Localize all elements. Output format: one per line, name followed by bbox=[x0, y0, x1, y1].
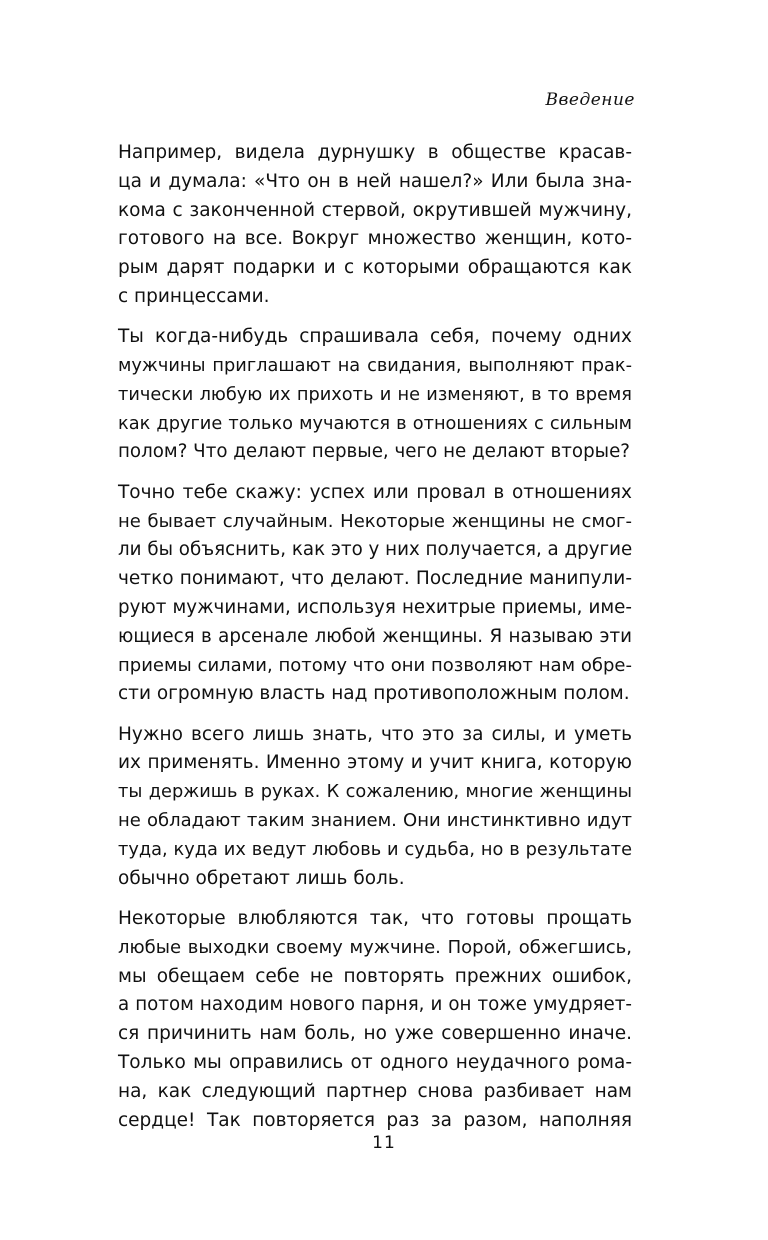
body-text bbox=[118, 139, 632, 1135]
text-line: Например, видела дурнушку в обществе красав- bbox=[118, 142, 632, 163]
text-line: с принцессами. bbox=[118, 285, 270, 307]
text-line: тически любую их прихоть и не изменяют, в то время bbox=[118, 384, 632, 405]
text-line: Только мы оправились от одного неудачного рома- bbox=[118, 1051, 632, 1073]
text-line: Нужно всего лишь знать, что это за силы, и уметь bbox=[118, 723, 632, 745]
text-line: как другие только мучаются в отношениях с сильным bbox=[118, 413, 632, 434]
text-line: Некоторые влюбляются так, что готовы прощать bbox=[118, 907, 632, 929]
text-line: кома с законченной стервой, окрутившей мужчину, bbox=[118, 199, 632, 221]
paragraph-4 bbox=[118, 721, 632, 894]
text-line: на, как следующий партнер снова разбивает нам bbox=[118, 1080, 632, 1102]
text-line: рым дарят подарки и с которыми обращаются как bbox=[118, 257, 632, 279]
text-line: ца и думала: «Что он в ней нашел?» Или была зна- bbox=[118, 170, 632, 192]
text-line: ющиеся в арсенале любой женщины. Я называю эти bbox=[118, 625, 632, 647]
paragraph-2 bbox=[118, 323, 632, 467]
text-line: Точно тебе скажу: успех или провал в отношениях bbox=[118, 481, 632, 503]
text-line: ты держишь в руках. К сожалению, многие женщины bbox=[118, 782, 632, 803]
text-line: мужчины приглашают на свидания, выполняют прак- bbox=[118, 356, 632, 377]
text-line: туда, куда их ведут любовь и судьба, но в результате bbox=[118, 839, 632, 860]
text-line: готового на все. Вокруг множество женщин, кото- bbox=[118, 228, 632, 250]
text-line: Ты когда-нибудь спрашивала себя, почему одних bbox=[118, 326, 632, 348]
text-line: а потом находим нового парня, и он тоже умудряет- bbox=[118, 994, 632, 1016]
text-line: четко понимают, что делают. Последние манипули- bbox=[118, 568, 632, 590]
text-line: мы обещаем себе не повторять прежних ошибок, bbox=[118, 965, 632, 987]
text-line: их применять. Именно этому и учит книга, которую bbox=[118, 752, 632, 774]
text-line: ли бы объяснить, как это у них получается, а другие bbox=[118, 539, 633, 561]
text-line: обычно обретают лишь боль. bbox=[118, 867, 405, 889]
text-line: сти огромную власть над противоположным полом. bbox=[118, 683, 630, 705]
page-number: 11 bbox=[372, 1133, 396, 1153]
running-head: Введение bbox=[545, 90, 635, 110]
paragraph-3 bbox=[118, 479, 632, 709]
text-line: полом? Что делают первые, чего не делают вторые? bbox=[118, 441, 630, 463]
paragraph-5 bbox=[118, 905, 632, 1135]
text-line: руют мужчинами, используя нехитрые приемы, име- bbox=[118, 596, 632, 618]
text-line: сердце! Так повторяется раз за разом, наполняя bbox=[118, 1109, 632, 1131]
text-line: любые выходки своему мужчине. Порой, обжегшись, bbox=[118, 936, 632, 958]
text-line: приемы силами, потому что они позволяют нам обре- bbox=[118, 654, 632, 676]
text-line: не обладают таким знанием. Они инстинктивно идут bbox=[118, 810, 632, 832]
text-line: не бывает случайным. Некоторые женщины не смог- bbox=[118, 510, 632, 532]
paragraph-1 bbox=[118, 139, 632, 312]
text-line: ся причинить нам боль, но уже совершенно иначе. bbox=[118, 1023, 632, 1045]
